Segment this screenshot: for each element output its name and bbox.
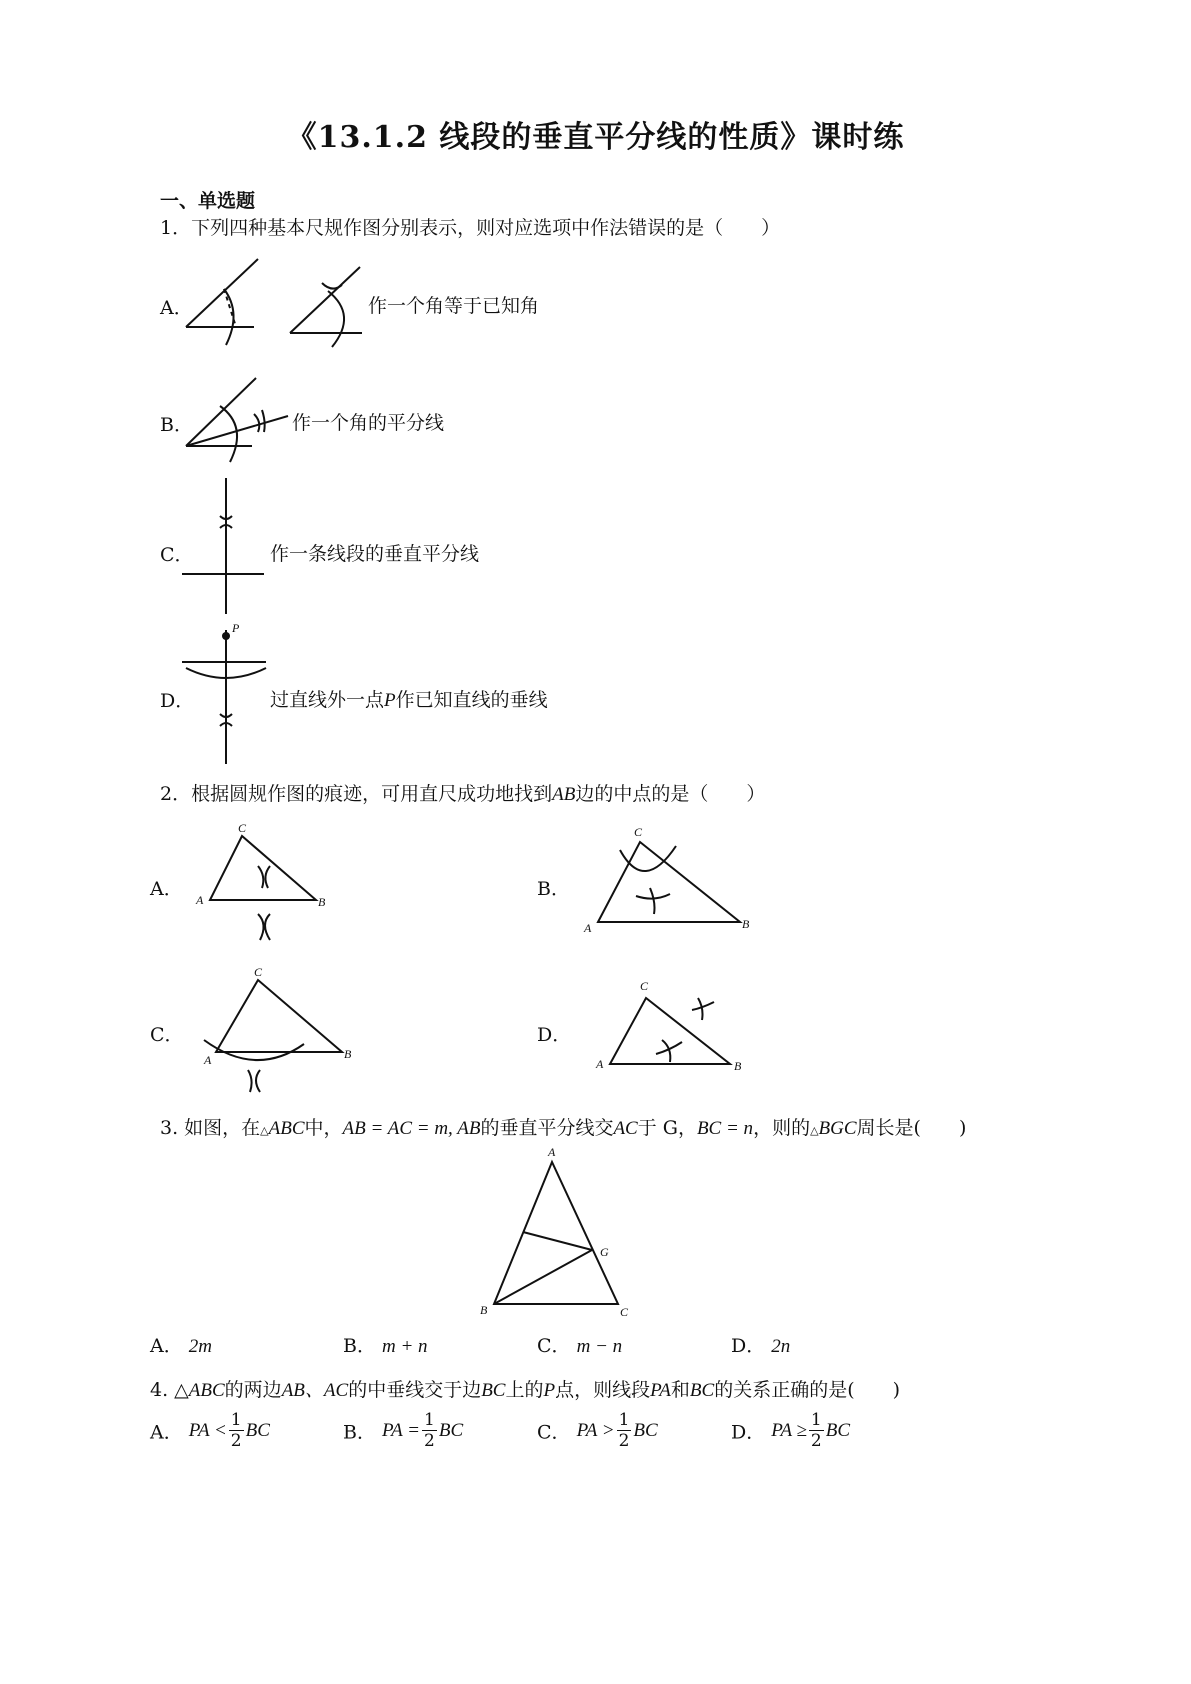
q3-option-b: B． m + n: [343, 1335, 428, 1357]
q4-option-a: A． PA < $\frac{1}{2}$ BC: [150, 1410, 270, 1451]
svg-text:C: C: [254, 965, 263, 979]
q2-option-c-label: C．: [150, 1024, 184, 1046]
q2-figure-a: [190, 822, 340, 944]
arc-mark: [692, 998, 714, 1020]
q2-figure-b: [580, 824, 760, 934]
svg-text:B: B: [318, 895, 326, 909]
dashed-chord: [224, 289, 236, 327]
q1-figure-a: [180, 255, 400, 355]
svg-text:B: B: [742, 917, 750, 931]
q3-stem: 3. 如图，在△ABC中，AB = AC = m, AB的垂直平分线交AC于 G，BC = n，则的△BGC周长是( ): [160, 1117, 967, 1139]
q2-option-d-label: D．: [537, 1024, 572, 1046]
q1-option-c-caption: 作一条线段的垂直平分线: [270, 543, 480, 565]
svg-text:B: B: [480, 1303, 488, 1317]
angle-ray: [186, 259, 258, 327]
page-title: 《13.1.2 线段的垂直平分线的性质》课时练: [286, 120, 905, 155]
q4-option-d: D． PA ≥ $\frac{1}{2}$ BC: [731, 1410, 850, 1451]
q4-option-b: B． PA = $\frac{1}{2}$ BC: [343, 1410, 464, 1451]
q1-figure-d: [180, 618, 280, 764]
svg-text:B: B: [344, 1047, 352, 1061]
arc-mark: [258, 914, 270, 940]
segment-bg: [494, 1250, 592, 1304]
q4-stem: 4. △ABC的两边AB、AC的中垂线交于边BC上的P点，则线段PA和BC的关系正确的是( ): [150, 1379, 901, 1401]
svg-text:A: A: [204, 1053, 212, 1067]
arc: [328, 291, 344, 347]
svg-text:A: A: [548, 1145, 556, 1159]
q3-option-d: D． 2n: [731, 1335, 791, 1357]
triangle-abc: [494, 1162, 618, 1304]
arc-mark: [248, 1070, 260, 1092]
point-p: [222, 632, 230, 640]
svg-text:A: A: [584, 921, 592, 935]
svg-text:A: A: [196, 893, 204, 907]
svg-text:C: C: [620, 1305, 629, 1319]
q3-option-a: A． 2m: [150, 1335, 213, 1357]
svg-text:B: B: [734, 1059, 742, 1073]
angle-ray: [290, 267, 360, 333]
q2-option-b-label: B．: [537, 878, 570, 900]
arc: [204, 1040, 304, 1060]
q1-option-b-label: B．: [160, 414, 193, 436]
q1-option-a-caption: 作一个角等于已知角: [368, 295, 540, 317]
section-heading: 一、单选题: [160, 190, 256, 212]
q1-option-b-caption: 作一个角的平分线: [292, 412, 445, 434]
q1-option-c-label: C．: [160, 544, 194, 566]
q3-figure: [474, 1146, 644, 1324]
q2-option-a-label: A．: [150, 878, 183, 900]
q1-figure-b: [180, 374, 300, 464]
q2-stem: 2．根据圆规作图的痕迹，可用直尺成功地找到AB边的中点的是（ ）: [160, 783, 766, 805]
svg-text:C: C: [238, 821, 247, 835]
arc: [620, 846, 676, 871]
q2-figure-c: [196, 966, 366, 1096]
q1-option-a-label: A．: [160, 297, 193, 319]
triangle: [216, 980, 342, 1052]
svg-text:C: C: [640, 979, 649, 993]
svg-text:G: G: [600, 1245, 609, 1259]
triangle: [210, 836, 316, 900]
arc-mark: [258, 866, 270, 888]
svg-text:C: C: [634, 825, 643, 839]
q1-option-d-label: D．: [160, 690, 195, 712]
q1-figure-c: [180, 478, 270, 614]
q4-option-c: C． PA > $\frac{1}{2}$ BC: [537, 1410, 658, 1451]
svg-text:A: A: [596, 1057, 604, 1071]
q3-option-c: C． m − n: [537, 1335, 623, 1357]
arc-mark: [656, 1040, 682, 1062]
perpendicular-bisector: [523, 1232, 592, 1250]
q2-figure-d: [592, 978, 762, 1078]
q1-option-d-caption: 过直线外一点P作已知直线的垂线: [270, 689, 548, 711]
q1-stem: 1．下列四种基本尺规作图分别表示，则对应选项中作法错误的是（ ）: [160, 217, 781, 239]
arc: [224, 289, 234, 345]
point-p-label: P: [232, 621, 240, 635]
arc-mark: [636, 888, 670, 914]
cross-mark: [254, 410, 265, 432]
